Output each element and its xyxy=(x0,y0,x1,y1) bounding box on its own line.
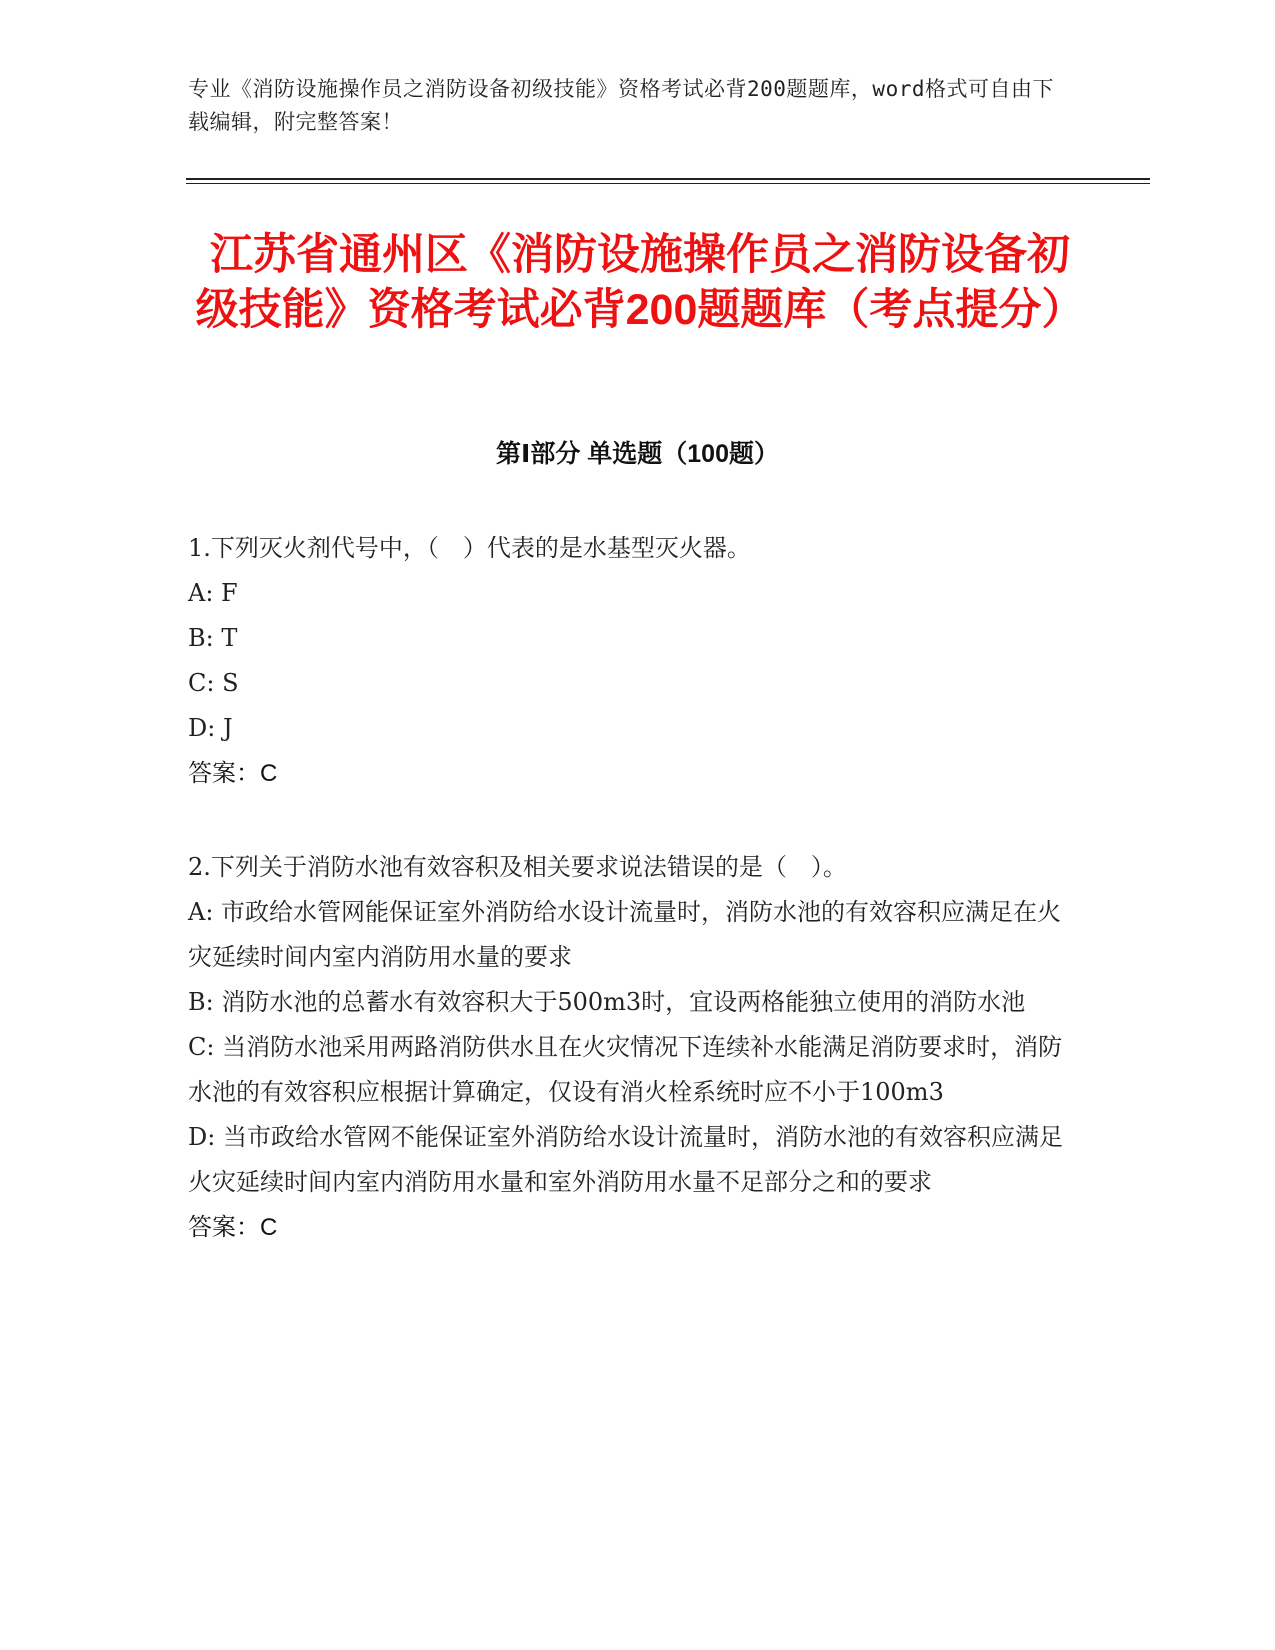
header-note: 专业《消防设施操作员之消防设备初级技能》资格考试必背200题题库，word格式可自由下载编辑，附完整答案！ xyxy=(188,77,1054,134)
option-d: D: 当市政给水管网不能保证室外消防给水设计流量时，消防水池的有效容积应满足火灾延续时间内室内消防用水量和室外消防用水量不足部分之和的要求 xyxy=(188,1123,1063,1196)
option-c: C: S xyxy=(188,669,239,697)
answer: 答案：C xyxy=(188,760,278,787)
question-stem: 2.下列关于消防水池有效容积及相关要求说法错误的是（ ）。 xyxy=(188,853,847,881)
answer: 答案：C xyxy=(188,1214,278,1241)
question-stem: 1.下列灭火剂代号中，（ ）代表的是水基型灭火器。 xyxy=(188,534,751,562)
question-1 xyxy=(188,526,1068,796)
header-divider-thin xyxy=(186,183,1150,184)
option-a: A: F xyxy=(188,579,238,607)
question-2 xyxy=(188,845,1068,1250)
option-a: A: 市政给水管网能保证室外消防给水设计流量时，消防水池的有效容积应满足在火灾延续时间内室内消防用水量的要求 xyxy=(188,898,1062,971)
section-title: 第Ⅰ部分 单选题（100题） xyxy=(496,440,779,468)
document-title: 江苏省通州区《消防设施操作员之消防设备初级技能》资格考试必背200题题库（考点提分） xyxy=(195,231,1085,334)
option-d: D: J xyxy=(188,714,233,742)
option-c: C: 当消防水池采用两路消防供水且在火灾情况下连续补水能满足消防要求时，消防水池的有效容积应根据计算确定，仅设有消火栓系统时应不小于100m3 xyxy=(188,1033,1063,1106)
option-b: B: T xyxy=(188,624,238,652)
option-b: B: 消防水池的总蓄水有效容积大于500m3时，宜设两格能独立使用的消防水池 xyxy=(188,988,1026,1016)
header-divider-thick xyxy=(186,178,1150,180)
